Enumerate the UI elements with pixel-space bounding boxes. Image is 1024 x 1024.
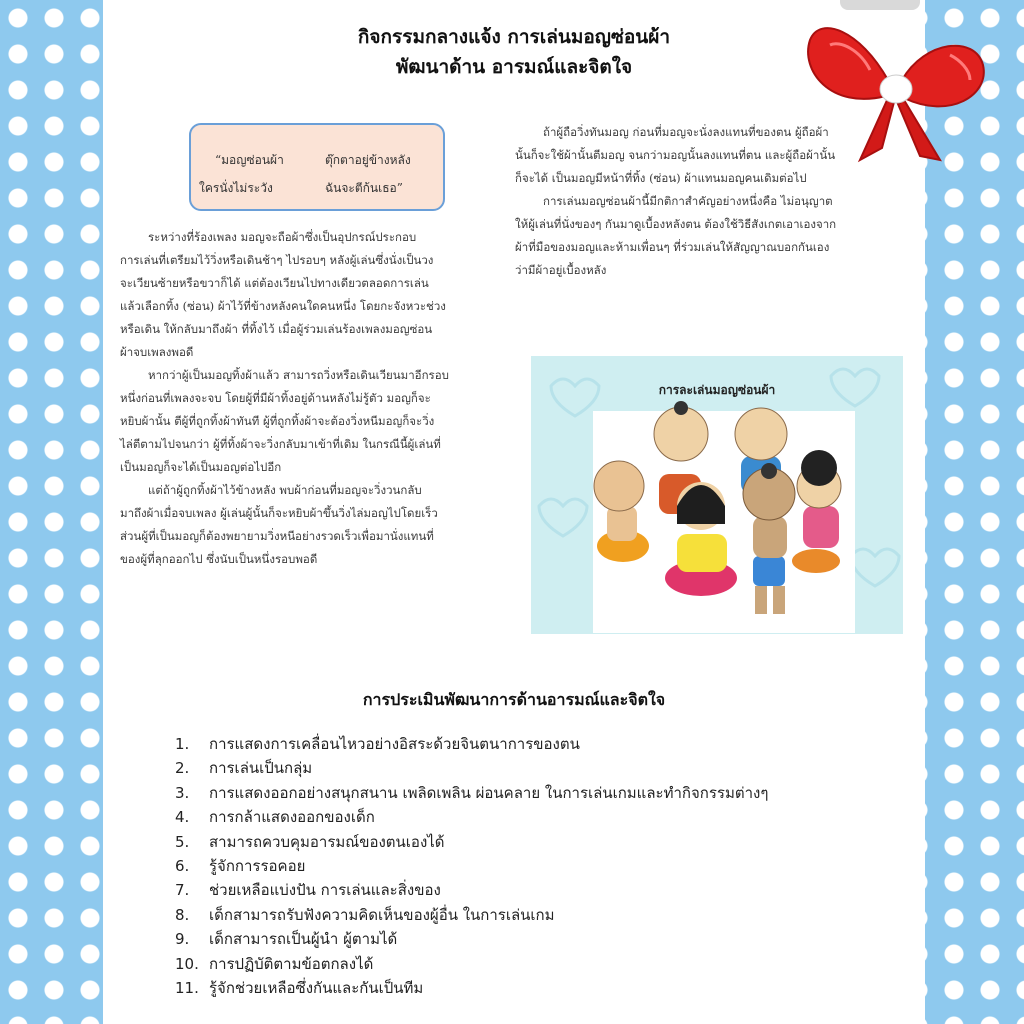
body-text-line: นั้นก็จะใช้ผ้านั้นตีมอญ จนกว่ามอญนั้นลงแทนที่ตน และผู้ถือผ้านั้น: [515, 148, 836, 162]
ribbon-bow-icon: [800, 10, 990, 170]
song-line-2b: ฉันจะตีก้นเธอ”: [325, 181, 403, 195]
song-line-1a: “มอญซ่อนผ้า: [215, 153, 284, 167]
body-text-line: ถ้าผู้ถือวิ่งทันมอญ ก่อนที่มอญจะนั่งลงแทนที่ของตน ผู้ถือผ้า: [543, 125, 829, 139]
evaluation-item-number: 5.: [175, 832, 190, 851]
evaluation-item-text: การปฏิบัติตามข้อตกลงได้: [209, 954, 374, 973]
evaluation-item-number: 4.: [175, 808, 190, 827]
body-text-line: ไล่ตีตามไปจนกว่า ผู้ที่ทิ้งผ้าจะวิ่งกลับมาเข้าที่เดิม ในกรณีนี้ผู้เล่นที่: [120, 437, 441, 451]
evaluation-item: [175, 756, 768, 780]
evaluation-item-number: 8.: [175, 905, 190, 924]
left-text-column: [120, 226, 460, 571]
evaluation-item-number: 2.: [175, 759, 190, 778]
evaluation-item-number: 3.: [175, 783, 190, 802]
evaluation-item: [175, 878, 768, 902]
evaluation-item-number: 11.: [175, 978, 199, 997]
evaluation-title: การประเมินพัฒนาการด้านอารมณ์และจิตใจ: [362, 690, 666, 709]
evaluation-item: [175, 830, 768, 854]
body-text-line: หากว่าผู้เป็นมอญทิ้งผ้าแล้ว สามารถวิ่งหรือเดินเวียนมาอีกรอบ: [148, 368, 449, 382]
body-text-line: ส่วนผู้ที่เป็นมอญก็ต้องพยายามวิ่งหนีอย่างรวดเร็วเพื่อมานั่งแทนที่: [120, 529, 434, 543]
body-text-line: แต่ถ้าผู้ถูกทิ้งผ้าไว้ข้างหลัง พบผ้าก่อนที่มอญจะวิ่งวนกลับ: [148, 483, 422, 497]
evaluation-item-text: การแสดงออกอย่างสนุกสนาน เพลิดเพลิน ผ่อนคลาย ในการเล่นเกมและทำกิจกรรมต่างๆ: [209, 783, 769, 802]
evaluation-item-number: 1.: [175, 735, 190, 753]
body-text-line: จะเวียนซ้ายหรือขวาก็ได้ แต่ต้องเวียนไปทางเดียวตลอดการเล่น: [120, 276, 429, 290]
evaluation-list: [175, 732, 768, 1000]
evaluation-item: [175, 927, 768, 951]
body-text-line: ของผู้ที่ลุกออกไป ซึ่งนับเป็นหนึ่งรอบพอดี: [120, 552, 318, 566]
song-lyrics-box: [189, 123, 445, 211]
evaluation-item-text: เด็กสามารถรับฟังความคิดเห็นของผู้อื่น ในการเล่นเกม: [209, 905, 555, 924]
body-text-line: หนึ่งก่อนที่เพลงจะจบ โดยผู้ที่มีผ้าทิ้งอยู่ด้านหลังไม่รู้ตัว มอญก็จะ: [120, 391, 431, 405]
body-text-line: ว่ามีผ้าอยู่เบื้องหลัง: [515, 263, 607, 277]
body-text-line: หรือเดิน ให้กลับมาถึงผ้า ที่ทิ้งไว้ เมื่อผู้ร่วมเล่นร้องเพลงมอญซ่อน: [120, 322, 433, 336]
body-text-line: แล้วเลือกทิ้ง (ซ่อน) ผ้าไว้ที่ข้างหลังคนใดคนหนึ่ง โดยกะจังหวะช่วง: [120, 299, 446, 313]
evaluation-item-text: รู้จักช่วยเหลือซึ่งกันและกันเป็นทีม: [209, 978, 424, 997]
body-text-line: การเล่นมอญซ่อนผ้านี้มีกติกาสำคัญอย่างหนึ่งคือ ไม่อนุญาต: [543, 194, 833, 208]
evaluation-item: [175, 781, 768, 805]
evaluation-item: [175, 976, 768, 1000]
page-title: กิจกรรมกลางแจ้ง การเล่นมอญซ่อนผ้า: [357, 26, 671, 48]
body-text-line: เป็นมอญก็จะได้เป็นมอญต่อไปอีก: [120, 460, 282, 474]
song-line-2a: ใครนั่งไม่ระวัง: [199, 181, 273, 195]
evaluation-item-number: 10.: [175, 954, 199, 973]
evaluation-item: [175, 732, 768, 756]
body-text-line: หยิบผ้านั้น ตีผู้ที่ถูกทิ้งผ้าทันที ผู้ที่ถูกทิ้งผ้าจะต้องวิ่งหนีมอญก็จะวิ่ง: [120, 414, 435, 428]
evaluation-item-number: 6.: [175, 856, 190, 875]
evaluation-item-number: 7.: [175, 881, 190, 900]
game-illustration: [531, 356, 903, 634]
evaluation-item-text: ช่วยเหลือแบ่งปัน การเล่นและสิ่งของ: [209, 881, 441, 900]
body-text-line: ก็จะได้ เป็นมอญมีหน้าที่ทิ้ง (ซ่อน) ผ้าแทนมอญคนเดิมต่อไป: [515, 171, 807, 185]
evaluation-item: [175, 805, 768, 829]
body-text-line: ให้ผู้เล่นที่นั่งของๆ กันมาดูเบื้องหลังตน ต้องใช้วิธีสังเกตเอาเองจาก: [515, 217, 837, 231]
evaluation-item-text: การเล่นเป็นกลุ่ม: [209, 759, 313, 778]
evaluation-item-text: เด็กสามารถเป็นผู้นำ ผู้ตามได้: [209, 930, 398, 949]
body-text-line: การเล่นที่เตรียมไว้วิ่งหรือเดินช้าๆ ไปรอบๆ หลังผู้เล่นซึ่งนั่งเป็นวง: [120, 253, 434, 267]
body-text-line: มาถึงผ้าเมื่อจบเพลง ผู้เล่นผู้นั้นก็จะหยิบผ้าขึ้นวิ่งไล่มอญไปโดยเร็ว: [120, 506, 438, 520]
evaluation-item-text: รู้จักการรอคอย: [209, 856, 306, 875]
evaluation-item-text: การกล้าแสดงออกของเด็ก: [209, 808, 375, 827]
evaluation-item: [175, 903, 768, 927]
body-text-line: ผ้าที่มือของมอญและห้ามเพื่อนๆ ที่ร่วมเล่นให้สัญญาณบอกกันเอง: [515, 240, 830, 254]
evaluation-item-text: การแสดงการเคลื่อนไหวอย่างอิสระด้วยจินตนาการของตน: [209, 735, 580, 753]
evaluation-item-text: สามารถควบคุมอารมณ์ของตนเองได้: [209, 832, 445, 851]
body-text-line: ระหว่างที่ร้องเพลง มอญจะถือผ้าซึ่งเป็นอุปกรณ์ประกอบ: [148, 230, 417, 244]
evaluation-item-number: 9.: [175, 930, 190, 949]
illustration-caption: การละเล่นมอญซ่อนผ้า: [658, 383, 776, 397]
evaluation-item: [175, 854, 768, 878]
page-subtitle: พัฒนาด้าน อารมณ์และจิตใจ: [395, 56, 633, 78]
song-line-1b: ตุ๊กตาอยู่ข้างหลัง: [325, 153, 411, 167]
top-tab: [840, 0, 920, 10]
children-playing-image: [531, 356, 903, 634]
evaluation-item: [175, 952, 768, 976]
body-text-line: ผ้าจบเพลงพอดี: [120, 345, 194, 359]
